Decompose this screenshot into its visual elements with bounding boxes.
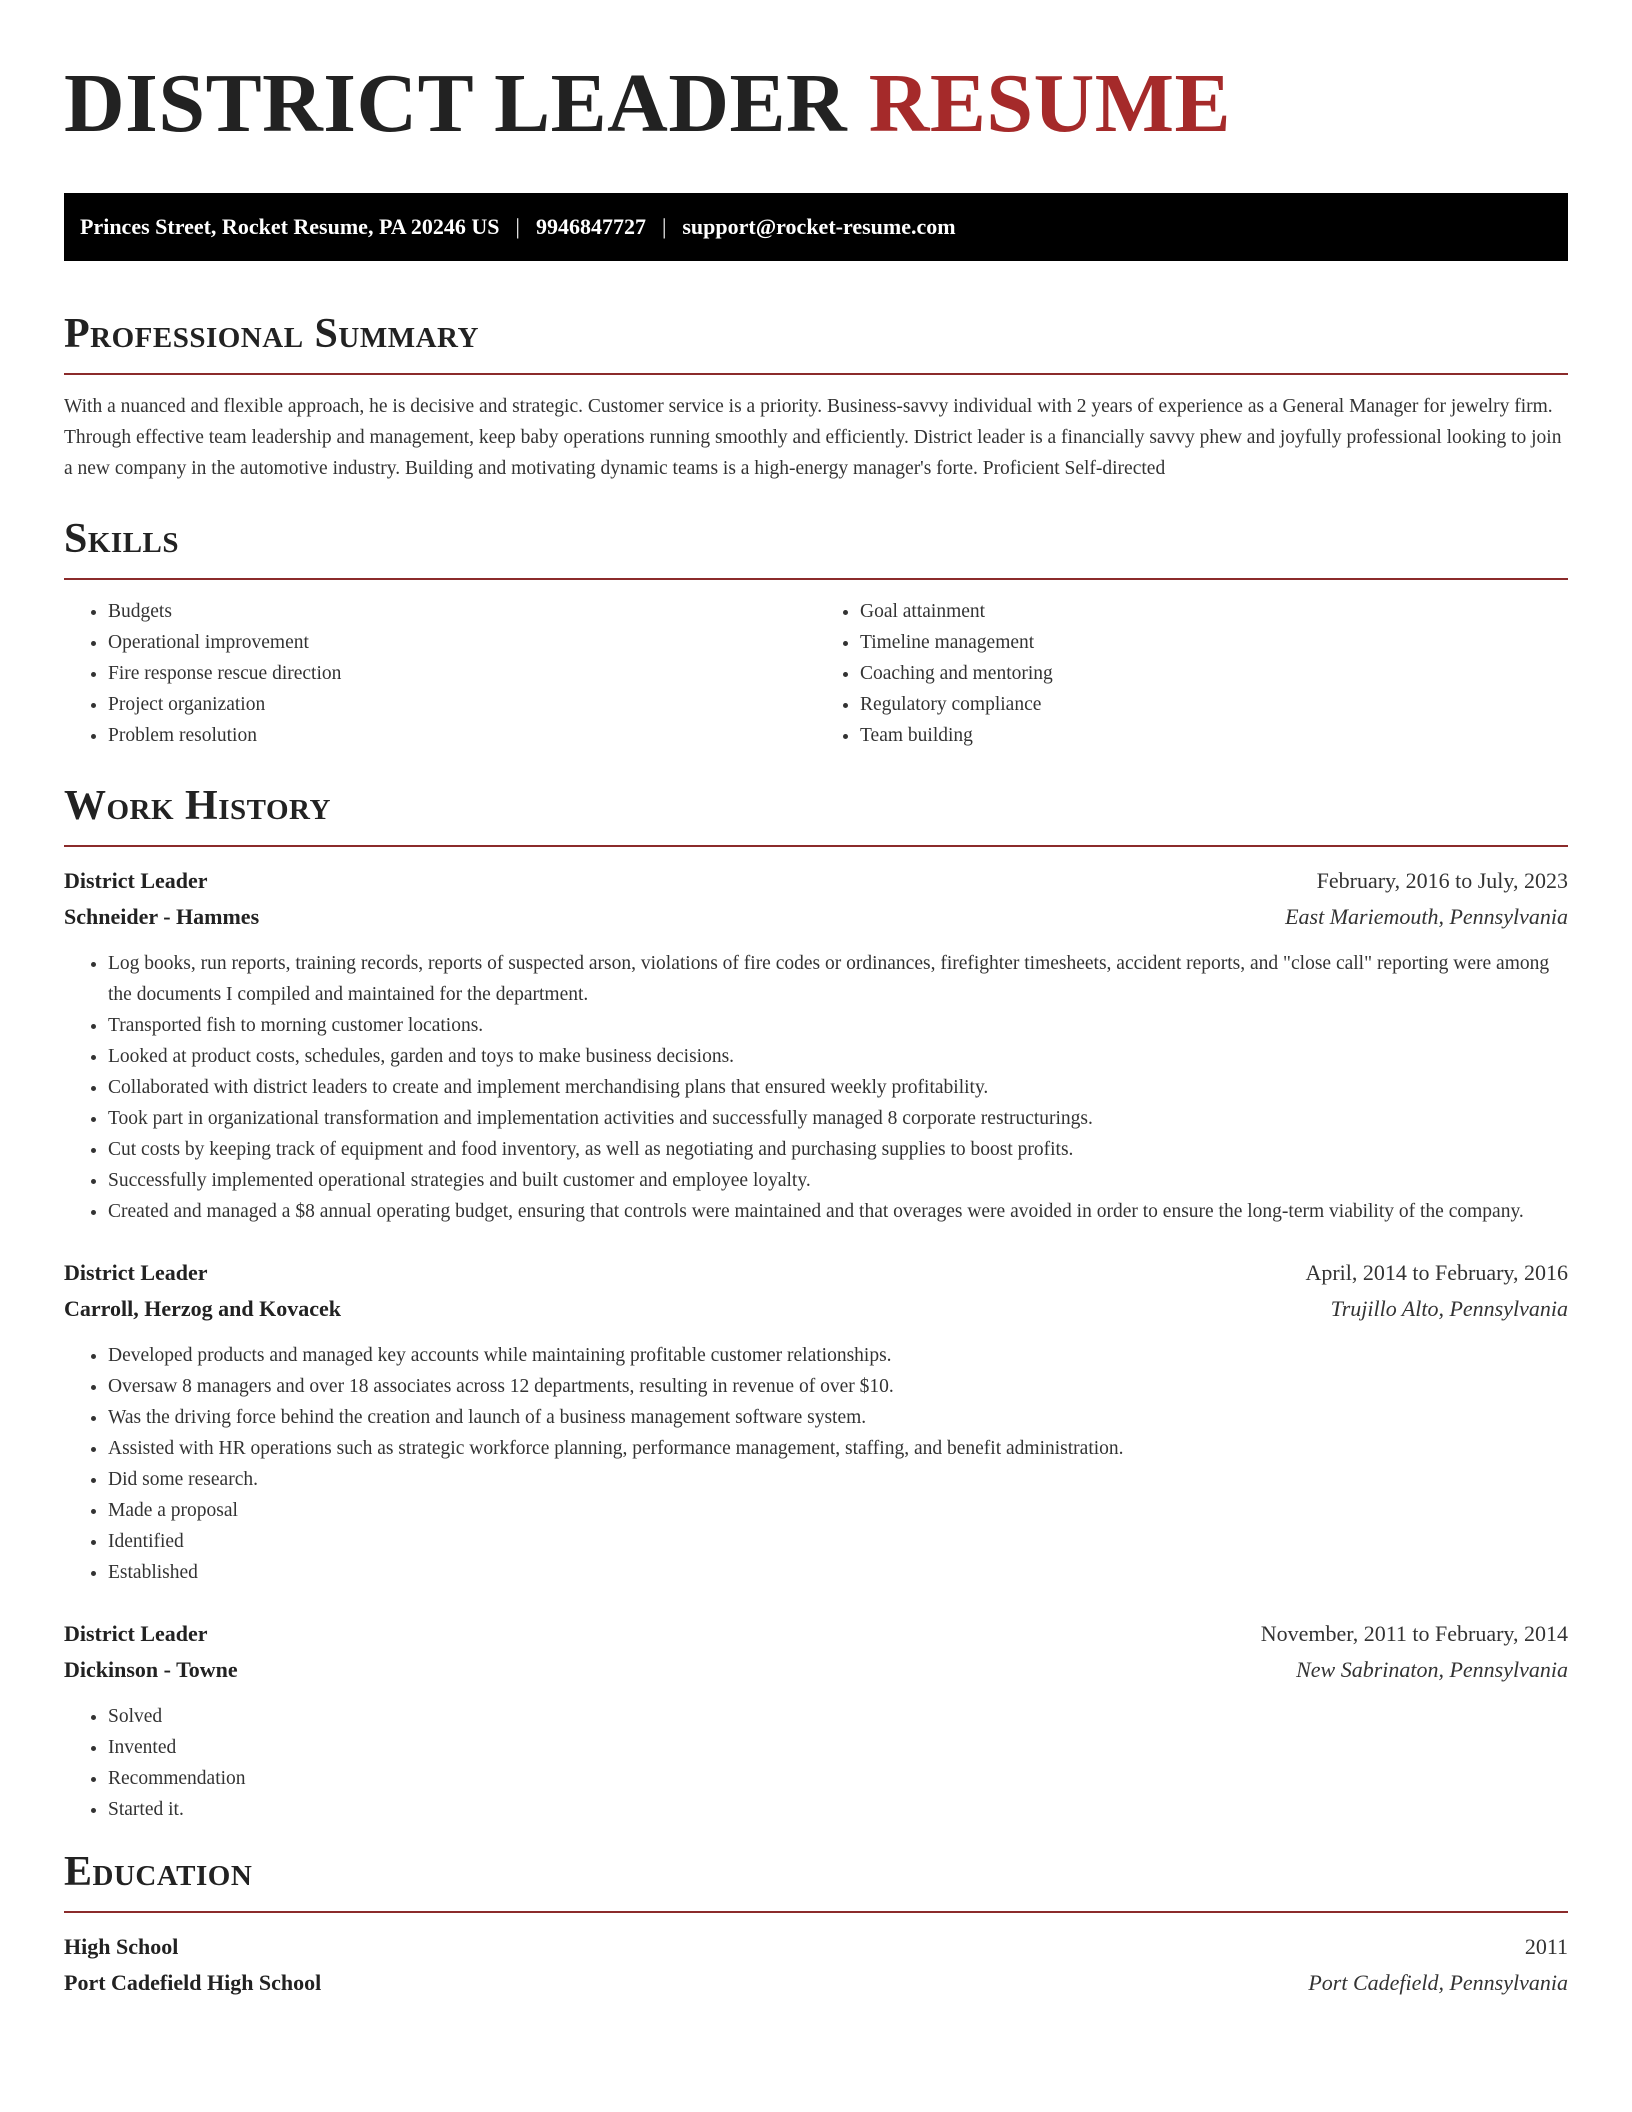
skills-columns — [64, 596, 1568, 751]
duty-item: • Recommendation — [108, 1763, 1568, 1794]
job-entry — [64, 863, 1568, 1227]
job-title: District Leader — [64, 1260, 208, 1285]
education-location: Port Cadefield, Pennsylvania — [1308, 1970, 1568, 1995]
job-company-row — [64, 1652, 1568, 1688]
job-company: Carroll, Herzog and Kovacek — [64, 1296, 341, 1321]
duty-item: • Created and managed a $8 annual operating budget, ensuring that controls were maintained and that overages were avoided in order to ensure the long-term viability of the company. — [108, 1196, 1568, 1227]
education-section — [64, 1847, 1568, 2001]
job-dates: April, 2014 to February, 2016 — [1305, 1260, 1568, 1285]
section-divider — [64, 1911, 1568, 1913]
job-header-row — [64, 863, 1568, 899]
contact-phone: 9946847727 — [535, 214, 646, 239]
job-location: East Mariemouth, Pennsylvania — [1285, 904, 1568, 929]
contact-email: support@rocket-resume.com — [682, 214, 956, 239]
job-location: Trujillo Alto, Pennsylvania — [1330, 1296, 1568, 1321]
job-entry — [64, 1255, 1568, 1588]
duty-item: • Invented — [108, 1732, 1568, 1763]
summary-text: With a nuanced and flexible approach, he is decisive and strategic. Customer service is a priority. Business-savvy individual with 2 years of experience as a General Manager for jewelry firm. Through effective team leadership and management, keep baby operations running smoothly and efficiently. District leader is a financially savvy phew and joyfully professional looking to join a new company in the automotive industry. Building and motivating dynamic teams is a high-energy manager's forte. Proficient Self-directed — [64, 396, 1562, 479]
duty-item: • Identified — [108, 1526, 1568, 1557]
education-year: 2011 — [1524, 1934, 1568, 1959]
job-header-row — [64, 1255, 1568, 1291]
job-duties — [64, 1701, 1568, 1825]
job-company: Schneider - Hammes — [64, 904, 260, 929]
contact-bar — [64, 193, 1568, 261]
job-duties — [64, 1340, 1568, 1588]
summary-heading: Professional Summary — [64, 311, 479, 357]
education-degree: High School — [64, 1934, 179, 1959]
skill-item: • Operational improvement — [108, 627, 816, 658]
section-divider — [64, 578, 1568, 580]
skills-list-left — [64, 596, 816, 751]
duty-item: • Looked at product costs, schedules, garden and toys to make business decisions. — [108, 1041, 1568, 1072]
job-company-row — [64, 1291, 1568, 1327]
section-divider — [64, 373, 1568, 375]
skill-item: • Coaching and mentoring — [860, 658, 1568, 689]
skill-item: • Timeline management — [860, 627, 1568, 658]
job-location: New Sabrinaton, Pennsylvania — [1296, 1657, 1568, 1682]
skills-heading: Skills — [64, 516, 180, 562]
education-school: Port Cadefield High School — [64, 1970, 322, 1995]
duty-item: • Oversaw 8 managers and over 18 associates across 12 departments, resulting in revenue of over $10. — [108, 1371, 1568, 1402]
job-title: District Leader — [64, 1621, 208, 1646]
duty-item: • Cut costs by keeping track of equipment and food inventory, as well as negotiating and purchasing supplies to boost profits. — [108, 1134, 1568, 1165]
job-header-row — [64, 1616, 1568, 1652]
work-history-section — [64, 781, 1568, 1825]
education-heading: Education — [64, 1849, 253, 1895]
skill-item: • Goal attainment — [860, 596, 1568, 627]
section-divider — [64, 845, 1568, 847]
duty-item: • Made a proposal — [108, 1495, 1568, 1526]
job-dates: February, 2016 to July, 2023 — [1316, 868, 1568, 893]
duty-item: • Took part in organizational transformation and implementation activities and successfully managed 8 corporate restructurings. — [108, 1103, 1568, 1134]
title-accent: RESUME — [868, 57, 1232, 150]
skill-item: • Regulatory compliance — [860, 689, 1568, 720]
skill-item: • Project organization — [108, 689, 816, 720]
duty-item: • Collaborated with district leaders to create and implement merchandising plans that ensured weekly profitability. — [108, 1072, 1568, 1103]
work-history-heading: Work History — [64, 783, 331, 829]
duty-item: • Solved — [108, 1701, 1568, 1732]
job-title: District Leader — [64, 868, 208, 893]
duty-item: • Log books, run reports, training records, reports of suspected arson, violations of fire codes or ordinances, firefighter timesheets, accident reports, and "close call" reporting were among the documents I compiled and maintained for the department. — [108, 948, 1568, 1010]
summary-section — [64, 309, 1568, 484]
education-degree-row — [64, 1929, 1568, 1965]
resume-title — [64, 58, 1568, 150]
duty-item: • Established — [108, 1557, 1568, 1588]
job-company: Dickinson - Towne — [64, 1657, 238, 1682]
duty-item: • Did some research. — [108, 1464, 1568, 1495]
contact-separator: | — [661, 214, 667, 239]
duty-item: • Started it. — [108, 1794, 1568, 1825]
skills-list-right — [816, 596, 1568, 751]
contact-separator: | — [515, 214, 520, 239]
duty-item: • Successfully implemented operational strategies and built customer and employee loyalty. — [108, 1165, 1568, 1196]
job-duties — [64, 948, 1568, 1227]
job-company-row — [64, 899, 1568, 935]
duty-item: • Developed products and managed key accounts while maintaining profitable customer relationships. — [108, 1340, 1568, 1371]
duty-item: • Transported fish to morning customer locations. — [108, 1010, 1568, 1041]
skill-item: • Problem resolution — [108, 720, 816, 751]
skills-section — [64, 514, 1568, 751]
skill-item: • Budgets — [108, 596, 816, 627]
education-entry — [64, 1929, 1568, 2001]
job-entry — [64, 1616, 1568, 1825]
duty-item: • Assisted with HR operations such as strategic workforce planning, performance management, staffing, and benefit administration. — [108, 1433, 1568, 1464]
job-dates: November, 2011 to February, 2014 — [1260, 1621, 1568, 1646]
duty-item: • Was the driving force behind the creation and launch of a business management software system. — [108, 1402, 1568, 1433]
title-main: DISTRICT LEADER — [64, 57, 848, 150]
skill-item: • Fire response rescue direction — [108, 658, 816, 689]
skill-item: • Team building — [860, 720, 1568, 751]
contact-address: Princes Street, Rocket Resume, PA 20246 US — [80, 214, 500, 239]
education-school-row — [64, 1965, 1568, 2001]
